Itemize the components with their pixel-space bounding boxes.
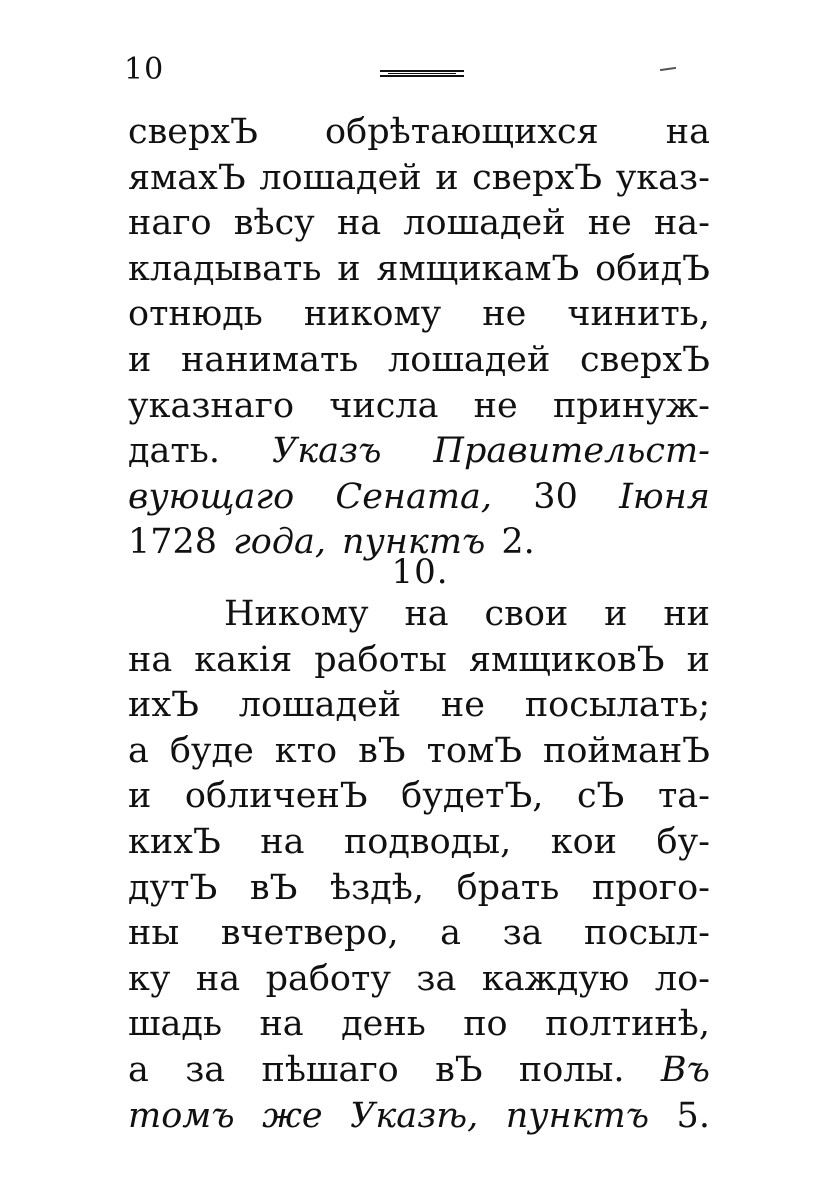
word: свои: [484, 594, 569, 634]
word: никому: [303, 294, 442, 335]
word: сверхЪ: [472, 157, 603, 198]
word: ны: [128, 913, 180, 954]
word: и: [337, 248, 361, 289]
word: прого-: [591, 867, 710, 908]
word: чинить,: [567, 294, 710, 335]
word: кладывать: [128, 248, 322, 289]
word: ямахЪ: [128, 157, 246, 198]
word: числа: [329, 385, 439, 426]
word: пѣшаго: [261, 1049, 399, 1090]
word: 1728: [128, 522, 218, 563]
word: и: [686, 639, 710, 680]
word: ни: [663, 594, 710, 634]
word: кои: [550, 821, 617, 862]
header-ornament-rule: [380, 70, 464, 77]
word: вЪ: [358, 730, 406, 771]
word: на: [665, 112, 710, 152]
word: на: [336, 203, 382, 244]
word: посыл-: [584, 913, 710, 954]
word: ямщикамЪ: [376, 248, 580, 289]
word: кто: [274, 730, 338, 771]
word: полы.: [518, 1049, 625, 1090]
word: дать.: [128, 431, 220, 472]
word: день: [341, 1004, 426, 1045]
word: и: [435, 157, 459, 198]
word: указнаго: [128, 385, 295, 426]
word: 2.: [501, 522, 535, 563]
word: не: [473, 385, 518, 426]
word: Никому: [224, 594, 369, 634]
word: указ-: [615, 157, 710, 198]
word: обличенЪ: [184, 776, 368, 817]
word: на: [128, 639, 173, 680]
word: кихЪ: [128, 821, 221, 862]
word: подводы,: [343, 821, 512, 862]
text-line: [128, 475, 710, 521]
word: по: [463, 1004, 508, 1045]
word: лошадей: [238, 685, 402, 726]
word: Іюня: [619, 476, 710, 517]
word: посылать;: [524, 685, 710, 726]
word: бу-: [656, 821, 710, 862]
word: сверхЪ: [580, 339, 710, 380]
word: и: [128, 776, 152, 817]
word: брать: [456, 867, 560, 908]
word: за: [185, 1049, 226, 1090]
word: шадь: [128, 1004, 223, 1045]
word: на: [259, 1004, 304, 1045]
word: та-: [657, 776, 710, 817]
word: пунктъ: [505, 1095, 650, 1136]
text-line: [128, 774, 710, 820]
word: не: [482, 294, 527, 335]
word: нанимать: [181, 339, 359, 380]
text-line: [128, 156, 710, 202]
text-line: [128, 201, 710, 247]
word: ихЪ: [128, 685, 199, 726]
word: буде: [169, 730, 254, 771]
word: пойманЪ: [543, 730, 710, 771]
word: какія: [194, 639, 293, 680]
word: вующаго: [128, 476, 295, 517]
page-number: 10: [124, 52, 165, 87]
word: сверхЪ: [128, 112, 258, 152]
word: Указѣ,: [350, 1095, 479, 1136]
word: лошадей: [259, 157, 422, 198]
word: ѣздѣ,: [330, 867, 424, 908]
word: Въ: [660, 1049, 710, 1090]
word: вѣсу: [233, 203, 315, 244]
word: томЪ: [426, 730, 523, 771]
word: ямщиковЪ: [468, 639, 665, 680]
word: отнюдь: [128, 294, 263, 335]
word: на: [260, 821, 305, 862]
paragraph-1: [128, 110, 710, 566]
text-line: [128, 866, 710, 912]
word: принуж-: [552, 385, 710, 426]
word: ло-: [654, 958, 710, 999]
word: за: [416, 958, 457, 999]
text-line: [128, 592, 710, 638]
print-mark: [660, 67, 676, 71]
word: вЪ: [249, 867, 298, 908]
word: работы: [314, 639, 447, 680]
word: работу: [265, 958, 391, 999]
word: дутЪ: [128, 867, 218, 908]
text-line: [128, 1002, 710, 1048]
word: томъ: [128, 1095, 235, 1136]
word: Сената,: [335, 476, 493, 517]
word: на-: [653, 203, 710, 244]
text-line: [128, 292, 710, 338]
text-line: [128, 683, 710, 729]
word: года,: [233, 522, 327, 563]
word: 5.: [676, 1095, 710, 1136]
word: обрѣтающихся: [325, 112, 599, 152]
text-line: [128, 957, 710, 1003]
word: 30: [533, 476, 578, 517]
text-line: [128, 110, 710, 156]
text-line: [128, 729, 710, 775]
word: каждую: [481, 958, 630, 999]
word: обидЪ: [595, 248, 710, 289]
word: и: [604, 594, 628, 634]
word: на: [404, 594, 449, 634]
text-line: [128, 1048, 710, 1094]
word: сЪ: [576, 776, 625, 817]
word: наго: [128, 203, 212, 244]
text-line: [128, 247, 710, 293]
word: лошадей: [403, 203, 566, 244]
word: за: [502, 913, 543, 954]
word: вчетверо,: [220, 913, 399, 954]
word: пунктъ: [342, 522, 486, 563]
section-heading: 10.: [391, 552, 449, 592]
text-line: [128, 1094, 710, 1140]
word: а: [128, 730, 149, 771]
word: Правительст-: [433, 431, 710, 472]
text-line: [128, 820, 710, 866]
text-line: [128, 384, 710, 430]
word: лошадей: [388, 339, 551, 380]
text-line: [128, 338, 710, 384]
word: вЪ: [435, 1049, 483, 1090]
word: а: [128, 1049, 149, 1090]
word: же: [262, 1095, 323, 1136]
word: на: [195, 958, 241, 999]
word: и: [128, 339, 152, 380]
word: не: [587, 203, 632, 244]
text-line: [128, 429, 710, 475]
word: ку: [128, 958, 171, 999]
word: будетЪ,: [401, 776, 544, 817]
word: полтинѣ,: [545, 1004, 710, 1045]
word: Указъ: [271, 431, 382, 472]
text-line: [128, 638, 710, 684]
word: а: [440, 913, 462, 954]
text-line: [128, 911, 710, 957]
word: не: [440, 685, 485, 726]
paragraph-2: [128, 592, 710, 1139]
